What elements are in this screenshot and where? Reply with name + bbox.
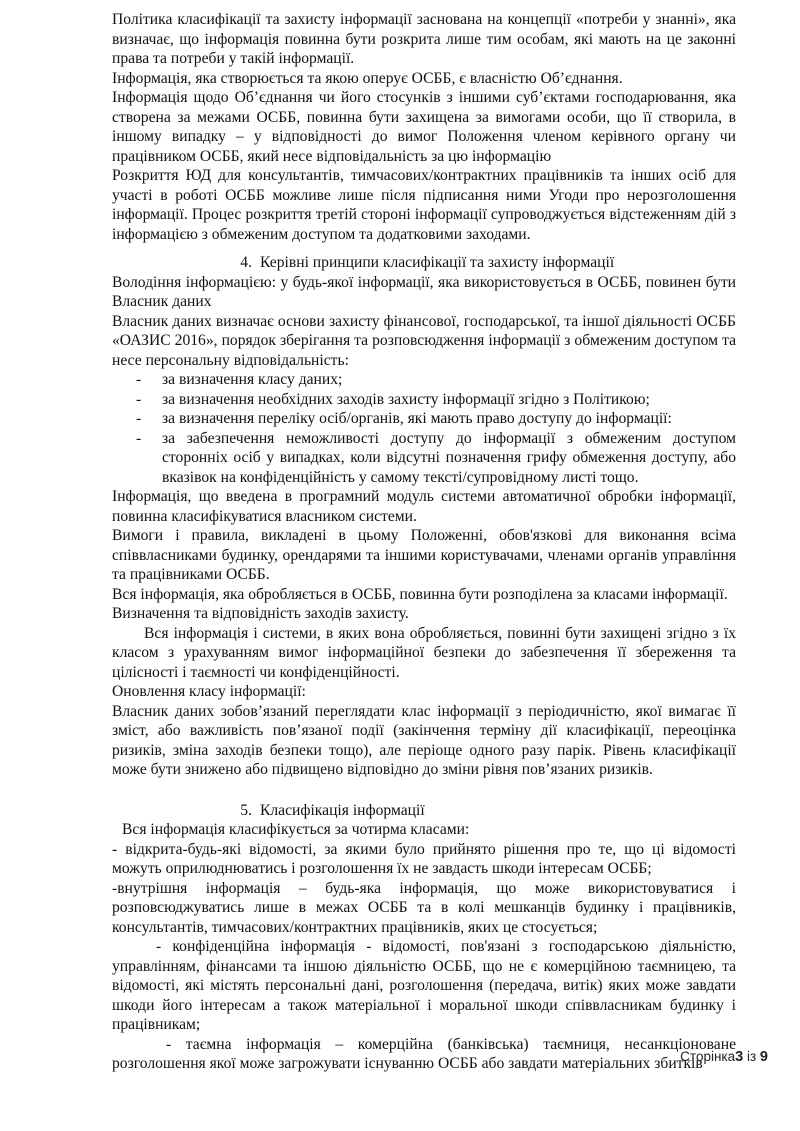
list-item	[112, 409, 736, 429]
section-4-paragraph-6: Визначення та відповідність заходів захисту.	[112, 605, 409, 622]
section-5-paragraph-4: - конфіденційна інформація - відомості, пов'язані з господарською діяльністю, управлінням, фінансами та іншою діяльністю ОСББ, що не є комерційною таємницею, та відомості, які містять персональні дані, розголошення (передача, витік) яких може завдати шкоди його інтересам а також матеріальної і моральної шкоди співвласникам будинку і працівникам;	[112, 938, 736, 1033]
section-4-paragraph-4: Вимоги і правила, викладені в цьому Положенні, обов'язкові для виконання всіма співвласниками будинку, орендарями та іншими користувачами, членами органів управління та працівниками ОСББ.	[112, 527, 736, 583]
page-label: Сторінка	[680, 1049, 736, 1064]
current-page-number: 3	[735, 1049, 744, 1065]
section-5-paragraph-5: - таємна інформація – комерційна (банківська) таємниця, несанкціоноване розголошення якої може загрожувати існуванню ОСББ або завдати матеріальних збитків	[112, 1035, 736, 1072]
responsibility-list	[112, 370, 736, 487]
section-4-paragraph-7: Вся інформація і системи, в яких вона обробляється, повинні бути захищені згідно з їх класом з урахуванням вимог інформаційної безпеки до забезпечення її збереження та цілісності і таємності чи конфіденційності.	[112, 624, 736, 681]
list-item-text: за визначення класу даних;	[162, 371, 343, 388]
total-pages-number: 9	[759, 1049, 768, 1065]
document-page	[112, 10, 736, 1074]
section-4-title: Керівні принципи класифікації та захисту інформації	[260, 254, 615, 271]
section-4-paragraph-2: Власник даних визначає основи захисту фінансової, господарської, та іншої діяльності ОСББ «ОАЗИС 2016», порядок зберігання та розповсюдження інформації з обмеженим доступом та несе персональну відповідальність:	[112, 312, 736, 369]
list-item-text: за забезпечення неможливості доступу до інформації з обмеженим доступом сторонніх осіб у випадках, коли відсутні позначення грифу обмеження доступу, або вказівок на конфіденційність у самому тексті/супровідному листі тощо.	[162, 429, 736, 486]
list-item	[112, 370, 736, 390]
page-separator: із	[743, 1049, 760, 1064]
section-4-paragraph-1: Володіння інформацією: у будь-якої інформації, яка використовується в ОСББ, повинен бути Власник даних	[112, 273, 736, 310]
section-4-paragraph-5: Вся інформація, яка обробляється в ОСББ, повинна бути розподілена за класами інформації.	[112, 585, 728, 603]
intro-paragraph-1: Політика класифікації та захисту інформації заснована на концепції «потреби у знанні», яка визначає, що інформація повинна бути розкрита лише тим особам, які мають на це законні права та потреби у такій інформації.	[112, 11, 736, 67]
list-item-text: за визначення необхідних заходів захисту інформації згідно з Політикою;	[162, 390, 650, 408]
bullet-dash: -	[136, 410, 142, 427]
bullet-dash: -	[136, 371, 142, 388]
section-4-paragraph-3: Інформація, що введена в програмний модуль системи автоматичної обробки інформації, повинна класифікуватися власником системи.	[112, 488, 736, 525]
intro-paragraph-3: Інформація щодо Об’єднання чи його стосунків з іншими суб’єктами господарювання, яка створена за межами ОСББ, повинна бути захищена за вимогами особи, що її створила, в іншому випадку – у відповідності до вимог Положення членом керівного органу чи працівником ОСББ, який несе відповідальність за цю інформацію	[112, 89, 736, 165]
section-5-paragraph-1: Вся інформація класифікується за чотирма класами:	[122, 821, 470, 838]
list-item-text: за визначення переліку осіб/органів, які мають право доступу до інформації:	[162, 410, 672, 427]
section-5-paragraph-3: -внутрішня інформація – будь-яка інформація, що може використовуватися і розповсюджуватись лише в межах ОСББ та в колі мешканців будинку і працівників, консультантів, тимчасових/контрактних працівників, яких це стосується;	[112, 879, 736, 936]
bullet-dash: -	[136, 390, 142, 408]
intro-paragraph-2: Інформація, яка створюється та якою оперує ОСББ, є власністю Об’єднання.	[112, 69, 623, 87]
bullet-dash: -	[136, 429, 142, 447]
section-4-paragraph-9: Власник даних зобов’язаний переглядати клас інформації з періодичністю, якої вимагає її зміст, або важливість пов’язаної події (закінчення терміну дії класифікації, переоцінка ризиків, зміна заходів безпеки тощо), але періоще одного разу парік. Рівень класифікації може бути знижено або підвищено відповідно до зміни рівня пов’язаних ризиків.	[112, 702, 736, 778]
section-5-title: Класифікація інформації	[260, 801, 425, 819]
list-item	[112, 390, 736, 410]
page-number-footer	[680, 1049, 768, 1065]
section-4-paragraph-8: Оновлення класу інформації:	[112, 683, 306, 700]
section-5-number: 5.	[240, 801, 252, 819]
section-5-paragraph-2: - відкрита-будь-які відомості, за якими було прийнято рішення про те, що ці відомості можуть оприлюднюватись і розголошення їх не завдасть шкоди інтересам ОСББ;	[112, 840, 736, 877]
section-4-heading	[112, 253, 736, 273]
section-5-heading	[112, 801, 736, 821]
section-4-number: 4.	[240, 254, 252, 271]
list-item	[112, 429, 736, 488]
intro-paragraph-4: Розкриття ЮД для консультантів, тимчасових/контрактних працівників та інших осіб для участі в роботі ОСББ можливе лише після підписання ними Угоди про нерозголошення інформації. Процес розкриття третій стороні інформації супроводжується відстеженням дій з інформацією з обмеженим доступом та додатковими заходами.	[112, 167, 736, 243]
